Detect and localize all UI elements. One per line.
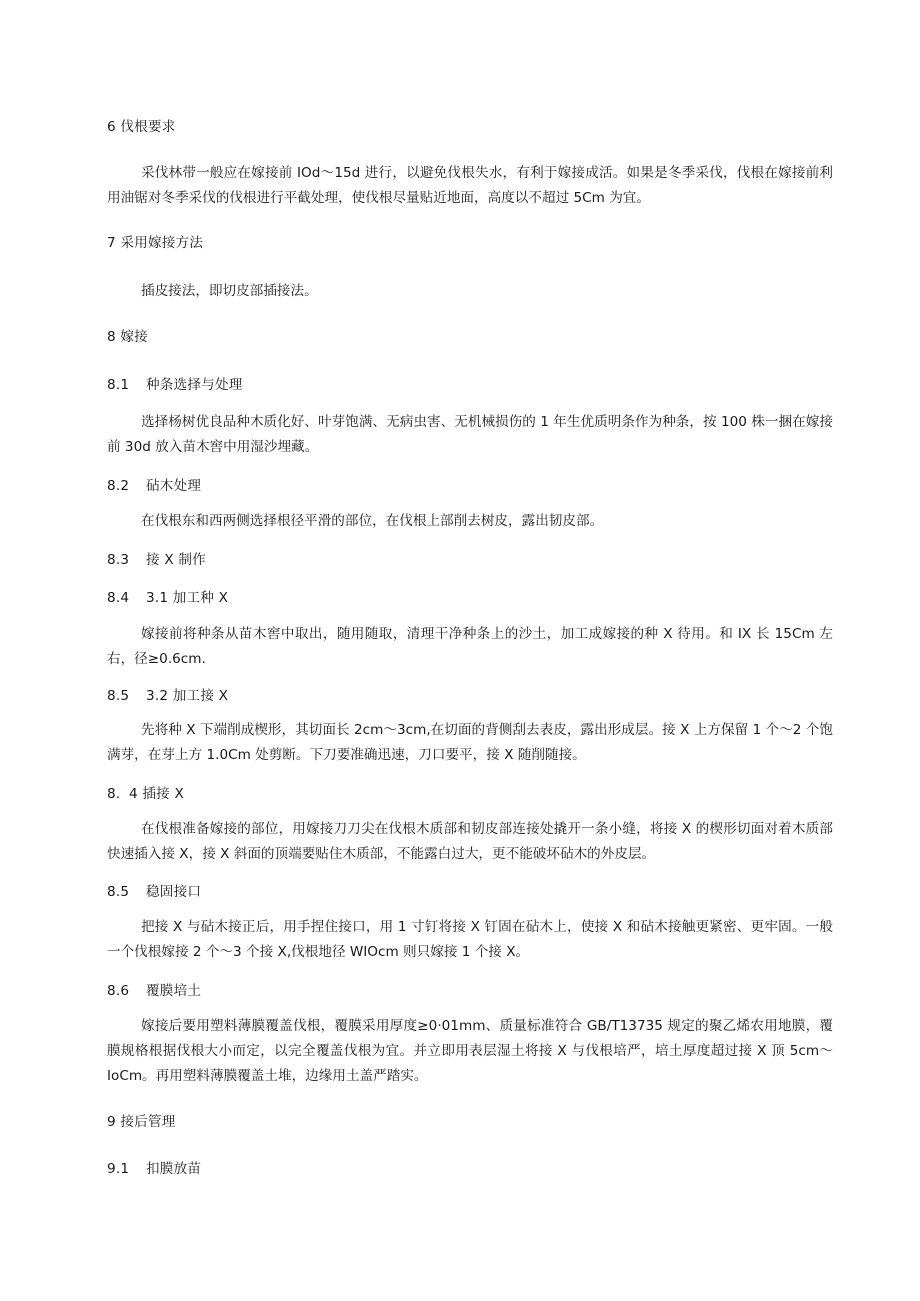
section-8-4-paragraph: 嫁接前将种条从苗木窖中取出，随用随取，清理干净种条上的沙土，加工成嫁接的种 X 待用。和 IX 长 15Cm 左右，径≥0.6cm. — [107, 626, 833, 667]
section-8-1-heading — [107, 373, 833, 398]
section-number: 8.2 — [107, 478, 130, 494]
section-7-paragraph: 插皮接法，即切皮部插接法。 — [141, 283, 318, 299]
section-number: 8.3 — [107, 552, 130, 568]
section-6-heading: 6 伐根要求 — [107, 119, 176, 135]
section-title: 种条选择与处理 — [146, 377, 243, 393]
section-7-heading: 7 采用嫁接方法 — [107, 235, 204, 251]
section-number: 8.5 — [107, 688, 130, 704]
section-6-paragraph: 采伐林带一般应在嫁接前 IOd～15d 进行，以避免伐根失水，有利于嫁接成活。如果是冬季采伐，伐根在嫁接前利用油锯对冬季采伐的伐根进行平截处理，使伐根尽量贴近地面，高度以不超过 5Cm 为宜。 — [107, 165, 833, 206]
section-title: 稳固接口 — [146, 884, 202, 900]
section-8-2-paragraph: 在伐根东和西两侧选择根径平滑的部位，在伐根上部削去树皮，露出韧皮部。 — [141, 513, 604, 529]
section-title: 3.1 加工种 X — [146, 590, 229, 606]
section-8-2-heading — [107, 474, 833, 499]
section-8-4b-heading — [107, 782, 833, 807]
section-8-5b-heading — [107, 880, 833, 905]
section-9-1-heading — [107, 1157, 833, 1182]
section-8-5-paragraph: 先将种 X 下端削成楔形，其切面长 2cm～3cm,在切面的背侧刮去表皮，露出形成层。接 X 上方保留 1 个～2 个饱满芽，在芽上方 1.0Cm 处剪断。下刀要准确迅速，刀口要平，接 X 随削随接。 — [107, 722, 833, 763]
section-8-5-heading — [107, 684, 833, 709]
section-9-heading: 9 接后管理 — [107, 1114, 176, 1130]
section-number: 9.1 — [107, 1161, 130, 1177]
section-number: 8. — [107, 786, 121, 802]
section-8-5b-paragraph: 把接 X 与砧木接正后，用手捏住接口，用 1 寸钉将接 X 钉固在砧木上，使接 X 和砧木接触更紧密、更牢固。一般一个伐根嫁接 2 个～3 个接 X,伐根地径 WIOcm 则只嫁接 1 个接 X。 — [107, 919, 833, 960]
section-title: 3.2 加工接 X — [146, 688, 229, 704]
section-8-6-paragraph: 嫁接后要用塑料薄膜覆盖伐根，覆膜采用厚度≥0·01mm、质量标准符合 GB/T13735 规定的聚乙烯农用地膜，覆膜规格根据伐根大小而定，以完全覆盖伐根为宜。并立即用表层湿土将接 X 与伐根培严，培土厚度超过接 X 顶 5cm～IoCm。再用塑料薄膜覆盖土堆，边缘用土盖严踏实。 — [107, 1018, 833, 1084]
section-title: 4 插接 X — [129, 786, 184, 802]
section-title: 扣膜放苗 — [146, 1161, 202, 1177]
section-number: 8.5 — [107, 884, 130, 900]
section-number: 8.6 — [107, 983, 130, 999]
section-8-3-heading — [107, 548, 833, 573]
section-number: 8.1 — [107, 377, 130, 393]
section-8-6-heading — [107, 979, 833, 1004]
section-8-1-paragraph: 选择杨树优良品种木质化好、叶芽饱满、无病虫害、无机械损伤的 1 年生优质明条作为种条，按 100 株一捆在嫁接前 30d 放入苗木窖中用湿沙埋藏。 — [107, 414, 833, 455]
section-8-4-heading — [107, 586, 833, 611]
section-number: 8.4 — [107, 590, 130, 606]
section-8-heading: 8 嫁接 — [107, 329, 148, 345]
section-8-4b-paragraph: 在伐根准备嫁接的部位，用嫁接刀刀尖在伐根木质部和韧皮部连接处撬开一条小缝，将接 X 的楔形切面对着木质部快速插入接 X，接 X 斜面的顶端要贴住木质部，不能露白过大，更不能破坏砧木的外皮层。 — [107, 821, 833, 862]
section-title: 接 X 制作 — [146, 552, 206, 568]
section-title: 覆膜培土 — [146, 983, 202, 999]
section-title: 砧木处理 — [146, 478, 202, 494]
